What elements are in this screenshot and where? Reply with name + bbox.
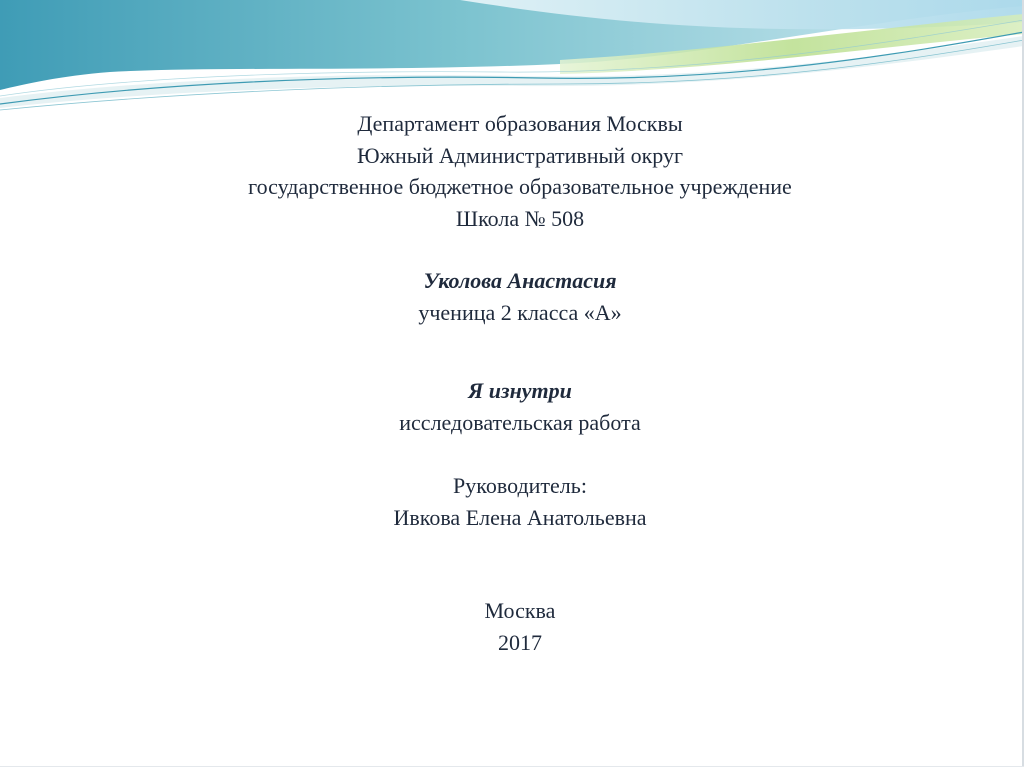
- spacer: [150, 328, 890, 375]
- city: Москва: [484, 598, 556, 623]
- school-name: Школа № 508: [455, 205, 585, 231]
- year: 2017: [498, 629, 542, 655]
- district-line: Южный Административный округ: [356, 142, 684, 168]
- work-type: исследовательская работа: [399, 409, 641, 435]
- author-grade: ученица 2 класса «А»: [418, 299, 622, 325]
- spacer: [150, 438, 890, 470]
- work-title: Я изнутри: [468, 378, 572, 403]
- supervisor-name: Ивкова Елена Анатольевна: [393, 504, 647, 530]
- slide-content: [150, 108, 890, 658]
- institution-type-line: государственное бюджетное образовательное учреждение: [248, 174, 792, 199]
- spacer: [150, 533, 890, 595]
- supervisor-label: Руководитель:: [453, 473, 587, 498]
- spacer: [150, 234, 890, 265]
- department-line: Департамент образования Москвы: [357, 111, 683, 136]
- author-name: Уколова Анастасия: [423, 268, 617, 293]
